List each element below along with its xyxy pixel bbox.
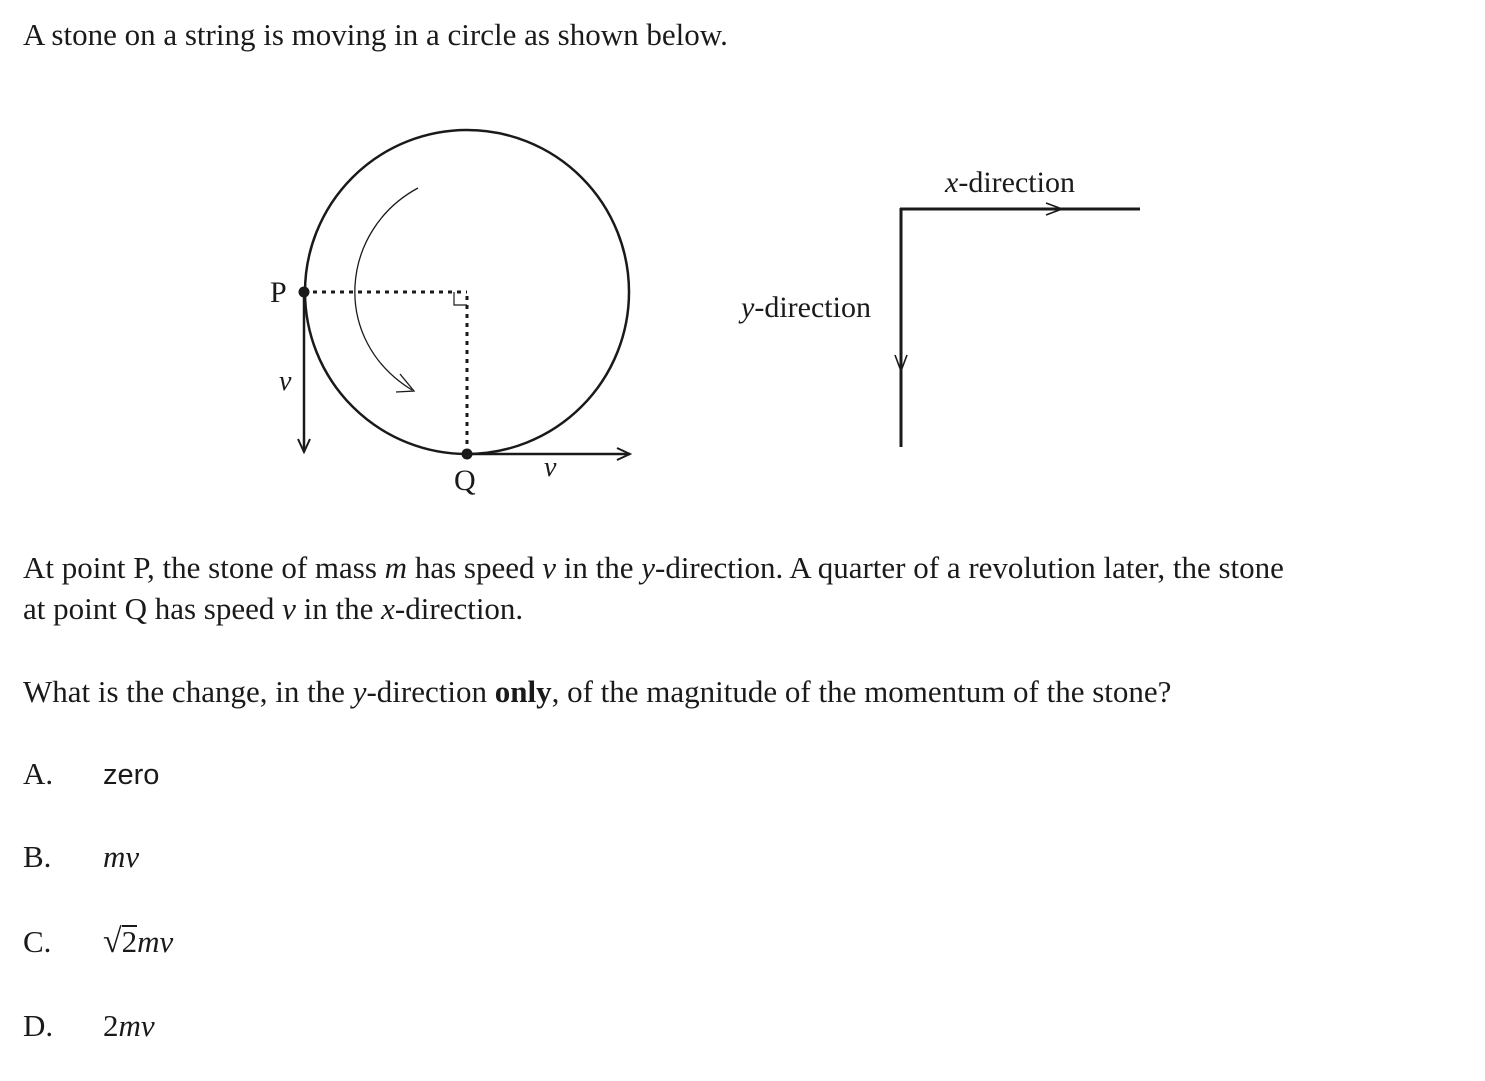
option-letter: C. xyxy=(23,924,52,959)
sqrt-icon: √ xyxy=(103,923,122,960)
y-direction-label: y-direction xyxy=(741,291,871,324)
question-paragraph-2: at point Q has speed v in the x-direction. xyxy=(23,591,524,626)
label-q: Q xyxy=(454,464,476,497)
right-angle-marker xyxy=(454,292,467,305)
option-text: 2mv xyxy=(103,1008,155,1043)
option-text: zero xyxy=(103,759,160,791)
stone-point-p xyxy=(299,287,310,298)
answer-option-d[interactable] xyxy=(23,1006,155,1046)
stone-point-q xyxy=(462,449,473,460)
answer-option-a[interactable] xyxy=(23,754,159,795)
label-v-p: v xyxy=(279,366,292,397)
rotation-arrow xyxy=(355,188,418,390)
question-paragraph-1: At point P, the stone of mass m has speed v in the y-direction. A quarter of a revolution later, the stone xyxy=(23,550,1284,585)
option-text: √2 xyxy=(103,923,138,960)
label-v-q: v xyxy=(544,452,557,483)
answer-option-c[interactable]: C. √2mv xyxy=(23,923,174,960)
question-prompt: What is the change, in the y-direction only, of the magnitude of the momentum of the stone? xyxy=(23,674,1172,709)
option-letter: A. xyxy=(23,756,54,791)
circular-motion-diagram xyxy=(0,0,1485,540)
option-letter: B. xyxy=(23,839,52,874)
option-text: mv xyxy=(103,839,140,874)
label-p: P xyxy=(270,276,287,309)
question-intro: A stone on a string is moving in a circle as shown below. xyxy=(23,17,728,52)
answer-option-b[interactable] xyxy=(23,837,139,877)
option-letter: D. xyxy=(23,1008,54,1043)
x-direction-label: x-direction xyxy=(945,166,1075,199)
